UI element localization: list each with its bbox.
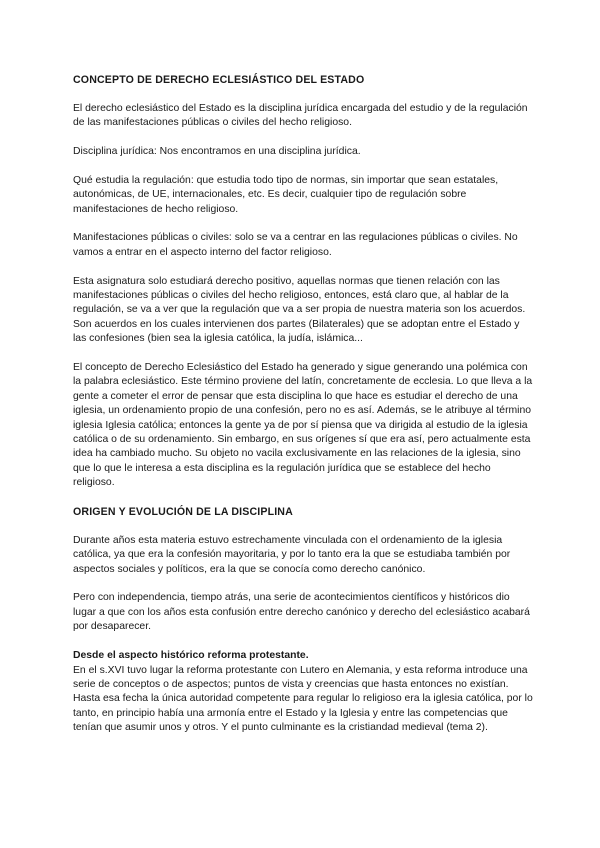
subheading-reforma-protestante: Desde el aspecto histórico reforma protestante. (73, 650, 309, 662)
paragraph-manifestaciones: Manifestaciones públicas o civiles: solo se va a centrar en las regulaciones públicas o civiles. No vamos a entrar en el aspecto interno del factor religioso. (73, 232, 518, 258)
paragraph-polemica-eclesiastico: El concepto de Derecho Eclesiástico del Estado ha generado y sigue generando una polémica con la palabra eclesiástico. Este término proviene del latín, concretamente de ecclesia. Lo que lleva a la gente a cometer el error de pensar que esta disciplina lo que hace es estudiar el derecho de una iglesia, un ordenamiento propio de una confesión, pero no es así. Además, se le atribuye al término iglesia Iglesia católica; entonces la gente ya de por sí piensa que va dirigida al estudio de la iglesia católica o de su ordenamiento. Sin embargo, en sus orígenes sí que era así, pero actualmente esta idea ha cambiado mucho. Su objeto no vacila exclusivamente en las relaciones de la iglesia, sino que lo que le interesa a esta disciplina es la regulación jurídica que se establece del hecho religioso. (73, 362, 533, 489)
section-heading-concepto: CONCEPTO DE DERECHO ECLESIÁSTICO DEL ESTADO (73, 74, 365, 86)
paragraph-definicion: El derecho eclesiástico del Estado es la disciplina jurídica encargada del estudio y de la regulación de las manifestaciones públicas o civiles del hecho religioso. (73, 102, 528, 129)
paragraph-derecho-positivo: Esta asignatura solo estudiará derecho positivo, aquellas normas que tienen relación con las manifestaciones públicas o civiles del hecho religioso, entonces, está claro que, al hablar de la regulación, se va a ver que la regulación que va a ser propia de nuestra materia son los acuerdos. Son acuerdos en los cuales intervienen dos partes (Bilaterales) que se adoptan entre el Estado y las confesiones (bien sea la iglesia católica, la judía, islámica... (73, 275, 526, 345)
paragraph-reforma: En el s.XVI tuvo lugar la reforma protestante con Lutero en Alemania, y esta reforma introduce una serie de conceptos o de aspectos; puntos de vista y creencias que hasta entonces no existían. Hasta esa fecha la única autoridad competente para regular lo religioso era la iglesia católica, por lo tanto, en principio había una armonía entre el Estado y la Iglesia y entre las competencias que tenían que asumir unos y otros. Y el punto culminante es la cristiandad medieval (tema 2). (73, 664, 533, 734)
paragraph-disciplina-juridica: Disciplina jurídica: Nos encontramos en una disciplina jurídica. (73, 146, 361, 157)
section-heading-origen: ORIGEN Y EVOLUCIÓN DE LA DISCIPLINA (73, 506, 293, 519)
document-body (73, 73, 535, 736)
paragraph-que-estudia: Qué estudia la regulación: que estudia todo tipo de normas, sin importar que sean estatales, autonómicas, de UE, internacionales, etc. Es decir, cualquier tipo de regulación sobre manifestaciones de hecho religioso. (73, 174, 499, 215)
paragraph-durante-anos: Durante años esta materia estuvo estrechamente vinculada con el ordenamiento de la iglesia católica, ya que era la confesión mayoritaria, y por lo tanto era la que se estudiaba también por aspectos sociales y políticos, era la que se conocía como derecho canónico. (73, 534, 511, 575)
paragraph-independencia: Pero con independencia, tiempo atrás, una serie de acontecimientos científicos y históricos dio lugar a que con los años esta confusión entre derecho canónico y derecho del eclesiástico acabará por desaparecer. (73, 592, 530, 633)
